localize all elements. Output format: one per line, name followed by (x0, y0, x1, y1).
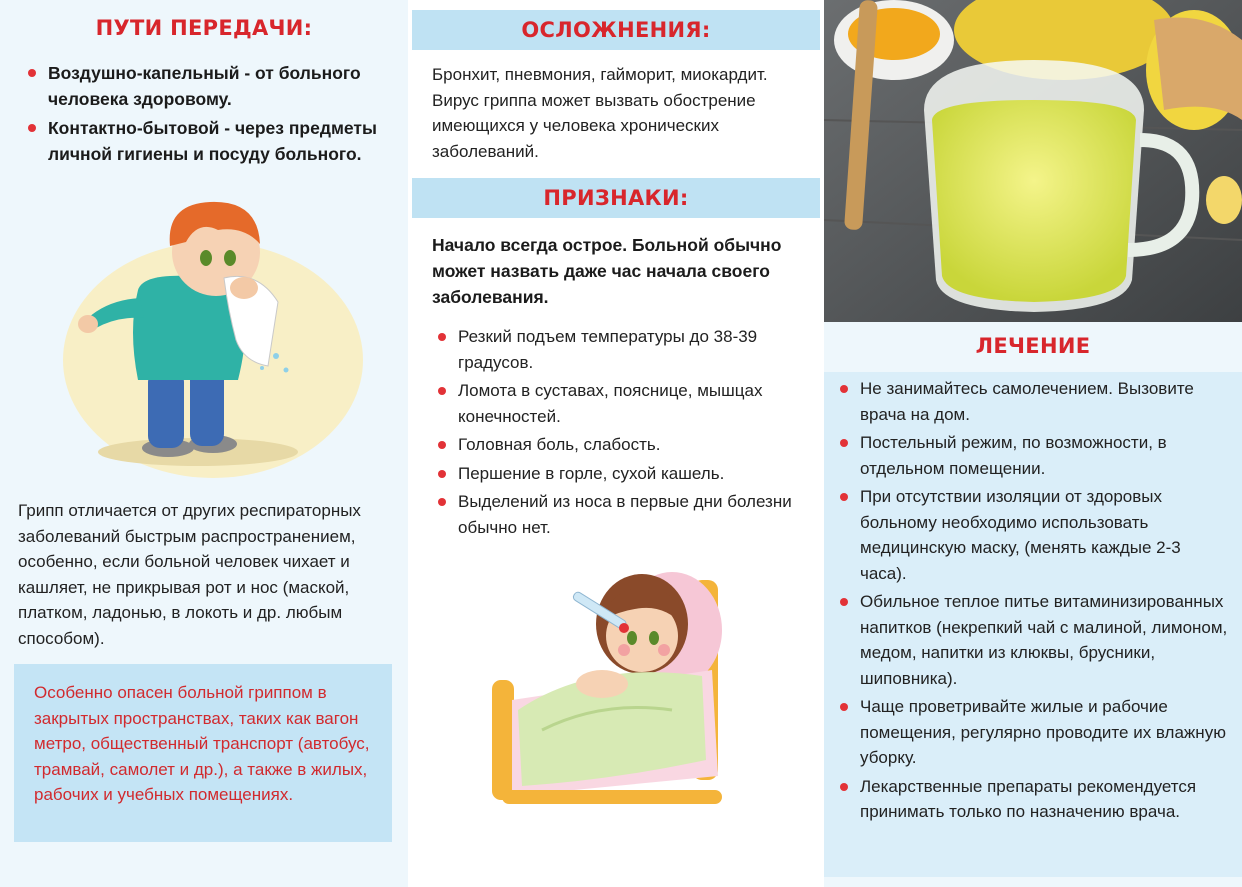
complications-symptoms-column (412, 0, 820, 887)
ginger-lemon-tea-photo (824, 0, 1242, 322)
list-item: Першение в горле, сухой кашель. (432, 461, 816, 487)
transmission-list (22, 60, 394, 170)
transmission-column (0, 0, 408, 887)
warning-text: Особенно опасен больной гриппом в закрытых пространствах, таких как вагон метро, общественный транспорт (автобус, трамвай, самолет и др.), а также в жилых, рабочих и учебных помещениях. (34, 683, 370, 804)
bullet-icon (438, 387, 446, 395)
list-item: Лекарственные препараты рекомендуется принимать только по назначению врача. (834, 774, 1230, 825)
list-item: Головная боль, слабость. (432, 432, 816, 458)
bullet-icon (438, 470, 446, 478)
bullet-icon (438, 441, 446, 449)
symptoms-list (432, 324, 816, 543)
symptoms-intro: Начало всегда острое. Больной обычно может назвать даже час начала своего заболевания. (432, 235, 782, 307)
bullet-icon (28, 124, 36, 132)
list-item: Выделений из носа в первые дни болезни обычно нет. (432, 489, 816, 540)
list-item: Обильное теплое питье витаминизированных напитков (некрепкий чай с малиной, лимоном, медом, напитки из клюквы, брусники, шиповника). (834, 589, 1230, 691)
list-item: Чаще проветривайте жилые и рабочие помещения, регулярно проводите их влажную уборку. (834, 694, 1230, 771)
bullet-icon (438, 333, 446, 341)
list-item: При отсутствии изоляции от здоровых больному необходимо использовать медицинскую маску, (менять каждые 2-3 часа). (834, 484, 1230, 586)
sick-girl-in-bed-illustration (472, 550, 772, 820)
sneezing-boy-illustration (48, 190, 378, 490)
treatment-column (824, 0, 1242, 887)
transmission-description: Грипп отличается от других респираторных заболеваний быстрым распространением, особенно, если больной человек чихает и кашляет, не прикрывая рот и нос (маской, платком, ладонью, в локоть и др. любым способом). (18, 501, 361, 648)
list-item: Постельный режим, по возможности, в отдельном помещении. (834, 430, 1230, 481)
bullet-icon (840, 439, 848, 447)
bullet-icon (28, 69, 36, 77)
list-item: Не занимайтесь самолечением. Вызовите врача на дом. (834, 376, 1230, 427)
bullet-icon (840, 598, 848, 606)
treatment-box (824, 372, 1242, 877)
bullet-icon (438, 498, 446, 506)
symptoms-title: ПРИЗНАКИ: (412, 178, 820, 218)
list-item: Воздушно-капельный - от больного человека здоровому. (22, 60, 394, 112)
treatment-list (834, 376, 1230, 828)
list-item: Контактно-бытовой - через предметы личной гигиены и посуду больного. (22, 115, 394, 167)
list-item: Резкий подъем температуры до 38-39 градусов. (432, 324, 816, 375)
bullet-icon (840, 783, 848, 791)
complications-text: Бронхит, пневмония, гайморит, миокардит. Вирус гриппа может вызвать обострение имеющихся у человека хронических заболеваний. (432, 65, 768, 161)
transmission-title: ПУТИ ПЕРЕДАЧИ: (95, 16, 313, 40)
bullet-icon (840, 703, 848, 711)
warning-callout (14, 664, 392, 842)
list-item: Ломота в суставах, пояснице, мышцах конечностей. (432, 378, 816, 429)
bullet-icon (840, 385, 848, 393)
treatment-title: ЛЕЧЕНИЕ (975, 334, 1091, 358)
complications-title: ОСЛОЖНЕНИЯ: (412, 10, 820, 50)
bullet-icon (840, 493, 848, 501)
